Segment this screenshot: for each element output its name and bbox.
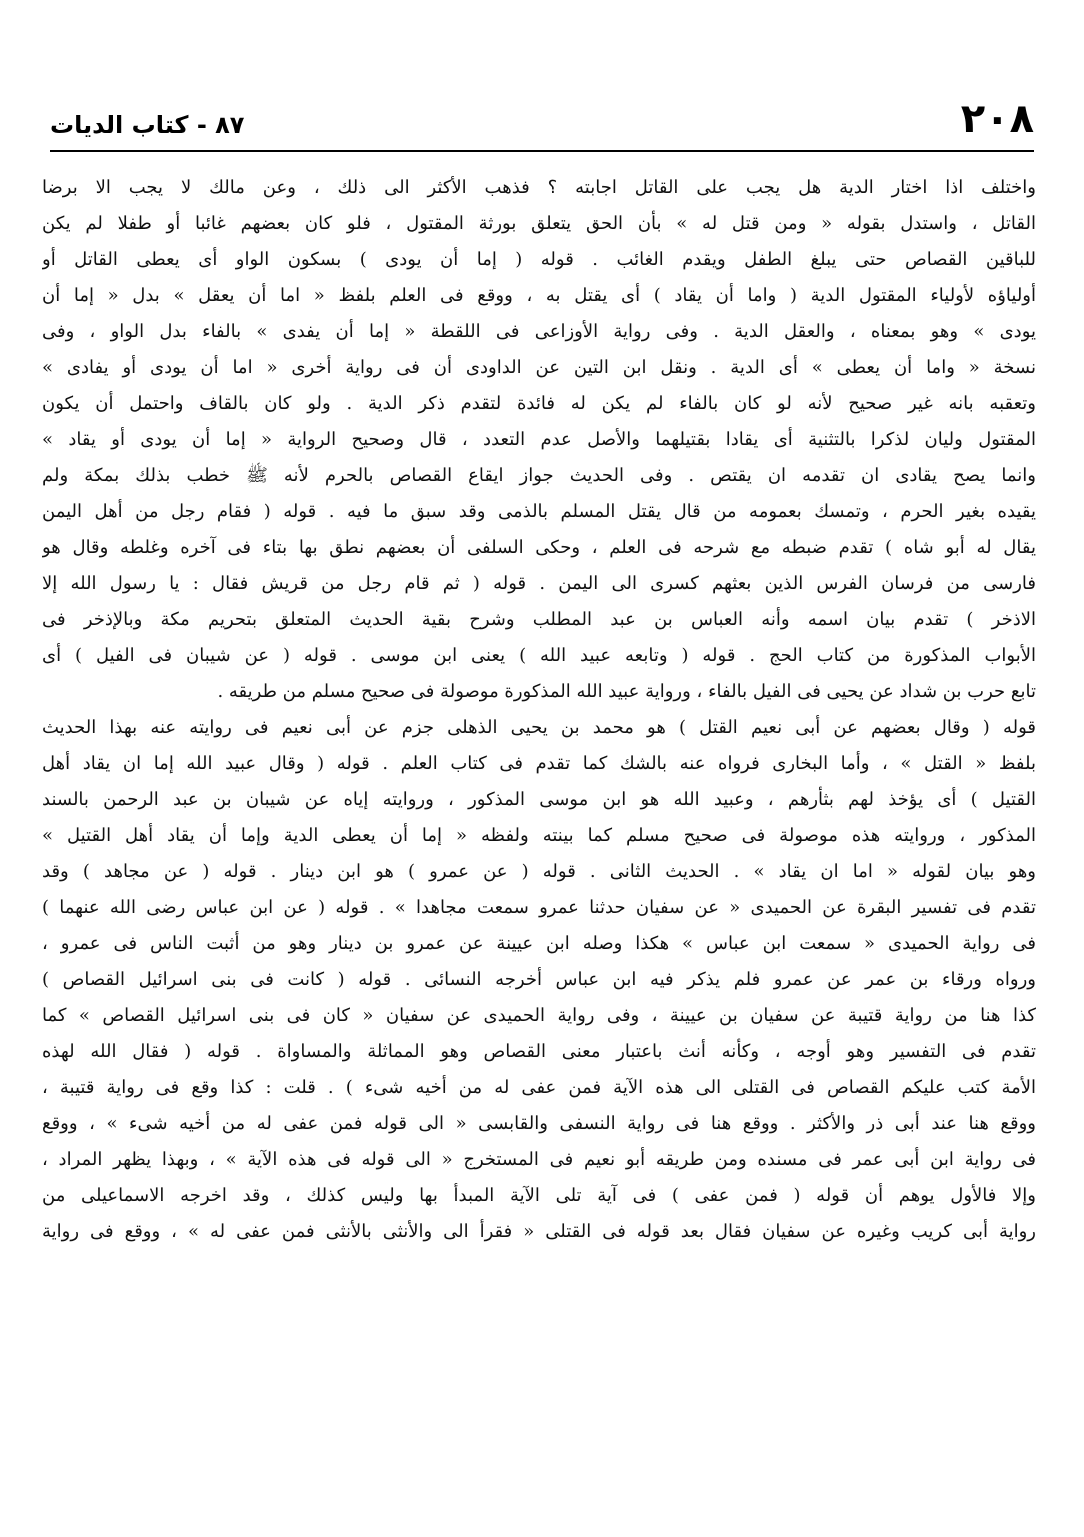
text-line: تقدم فى تفسير البقرة عن الحميدى « عن سفيان حدثنا عمرو سمعت مجاهدا » . قوله ( عن ابن عباس رضى الله عنهما ) <box>42 897 1036 918</box>
body-text <box>42 170 1036 1250</box>
text-line: أولياؤه لأولياء المقتول الدية ( واما أن يقاد ) أى يقتل به ، ووقع فى العلم بلفظ « اما أن يعقل » بدل « إما أن <box>42 285 1036 306</box>
text-line: الأبواب المذكورة من كتاب الحج . قوله ( وتابعه عبيد الله ) يعنى ابن موسى . قوله ( عن شيبان فى الفيل ) أى <box>42 645 1036 666</box>
text-line: للباقين القصاص حتى يبلغ الطفل ويقدم الغائب . قوله ( إما أن يودى ) بسكون الواو أى يعطى القاتل أو <box>42 249 1036 270</box>
running-title: ٨٧ - كتاب الديات <box>50 111 245 139</box>
page-number: ٢٠٨ <box>960 96 1034 142</box>
text-line: ووقع هنا عند أبى ذر والأكثر . ووقع هنا فى رواية النسفى والقابسى « الى قوله فمن عفى له من أخيه شىء » ، ووقع <box>42 1113 1036 1134</box>
text-line: نسخة « واما أن يعطى » أى الدية . ونقل ابن التين عن الداودى أن فى رواية أخرى « اما أن يودى أو يفادى » <box>42 357 1036 378</box>
text-line: فارسى من فرسان الفرس الذين بعثهم كسرى الى اليمن . قوله ( ثم قام رجل من قريش فقال : يا رسول الله إلا <box>42 573 1036 594</box>
text-line: يقال له أبو شاه ) تقدم ضبطه مع شرحه فى العلم ، وحكى السلفى أن بعضهم نطق بها بتاء فى آخره وغلطه وقال هو <box>42 537 1036 558</box>
text-line: فى رواية ابن أبى عمر فى مسنده ومن طريقه أبو نعيم فى المستخرج « الى قوله فى هذه الآية » ، وبهذا يظهر المراد ، <box>42 1149 1036 1170</box>
text-line: ورواه ورقاء بن عمر عن عمرو فلم يذكر فيه ابن عباس أخرجه النسائى . قوله ( كانت فى بنى اسرائيل القصاص ) <box>42 969 1036 990</box>
text-line: فى رواية الحميدى « سمعت ابن عباس » هكذا وصله ابن عيينة عن عمرو بن دينار وهو من أثبت الناس فى عمرو ، <box>42 933 1036 954</box>
text-line: المذكور ، وروايته هذه موصولة فى صحيح مسلم كما بينته ولفظه « إما أن يعطى الدية وإما أن يقاد أهل القتيل » <box>42 825 1036 846</box>
page-header <box>50 96 1034 150</box>
text-line: بلفظ « القتل » ، وأما البخارى فرواه عنه بالشك كما تقدم فى كتاب العلم . قوله ( وقال عبيد الله إما ان يقاد أهل <box>42 753 1036 774</box>
text-line: تابع حرب بن شداد عن يحيى فى الفيل بالفاء ، ورواية عبيد الله المذكورة موصولة فى صحيح مسلم من طريقه . <box>217 681 1036 702</box>
text-line: وانما يصح يقادى ان تقدمه ان يقتص . وفى الحديث جواز ايقاع القصاص بالحرم لأنه ﷺ خطب بذلك بمكة ولم <box>42 465 1036 486</box>
header-rule <box>50 150 1034 152</box>
text-line: الاذخر ) تقدم بيان اسمه وأنه العباس بن عبد المطلب وشرح بقية الحديث المتعلق بتحريم مكة وبالإذخر فى <box>42 609 1036 630</box>
text-line: وهو بيان لقوله « اما ان يقاد » . الحديث الثانى . قوله ( عن عمرو ) هو ابن دينار . قوله ( عن مجاهد ) وقد <box>42 861 1036 882</box>
text-line: الأمة كتب عليكم القصاص فى القتلى الى هذه الآية فمن عفى له من أخيه شىء ) . قلت : كذا وقع فى رواية قتيبة ، <box>42 1077 1036 1098</box>
text-line: واختلف اذا اختار الدية هل يجب على القاتل اجابته ؟ فذهب الأكثر الى ذلك ، وعن مالك لا يجب الا برضا <box>42 177 1036 198</box>
text-line: رواية أبى كريب وغيره عن سفيان فقال بعد قوله فى القتلى « فقرأ الى والأنثى بالأنثى فمن عفى له » ، ووقع فى رواية <box>42 1221 1036 1242</box>
text-line: يودى » وهو بمعناه ، والعقل الدية . وفى رواية الأوزاعى فى اللقطة « إما أن يفدى » بالفاء بدل الواو ، وفى <box>42 321 1036 342</box>
text-line: وإلا فالأول يوهم أن قوله ( فمن عفى ) فى آية تلى الآية المبدأ بها وليس كذلك ، وقد اخرجه الاسماعيلى من <box>42 1185 1036 1206</box>
text-line: قوله ( وقال بعضهم عن أبى نعيم القتل ) هو محمد بن يحيى الذهلى جزم عن أبى نعيم فى روايته عنه بهذا الحديث <box>42 717 1036 738</box>
text-line: القاتل ، واستدل بقوله « ومن قتل له » بأن الحق يتعلق بورثة المقتول ، فلو كان بعضهم غائبا أو طفلا لم يكن <box>42 213 1036 234</box>
text-line: القتيل ) أى يؤخذ لهم بثأرهم ، وعبيد الله هو ابن موسى المذكور ، وروايته إياه عن شيبان بن عبد الرحمن بالسند <box>42 789 1036 810</box>
text-line: وتعقبه بانه غير صحيح لأنه لو كان بالفاء لم يكن له فائدة لتقدم ذكر الدية . ولو كان بالقاف واحتمل أن يكون <box>42 393 1036 414</box>
text-line: تقدم فى التفسير وهو أوجه ، وكأنه أنث باعتبار معنى القصاص وهو المماثلة والمساواة . قوله ( فقال الله لهذه <box>42 1041 1036 1062</box>
text-line: يقيده بغير الحرم ، وتمسك بعمومه من قال يقتل المسلم بالذمى وقد سبق ما فيه . قوله ( فقام رجل من أهل اليمن <box>42 501 1036 522</box>
text-line: كذا هنا من رواية قتيبة عن سفيان بن عيينة ، وفى رواية الحميدى عن سفيان « كان فى بنى اسرائيل القصاص » كما <box>42 1005 1036 1026</box>
text-line: المقتول وليان لذكرا بالتثنية أى يقادا بقتيلهما والأصل عدم التعدد ، قال وصحيح الرواية « إما أن يودى أو يقاد » <box>42 429 1036 450</box>
